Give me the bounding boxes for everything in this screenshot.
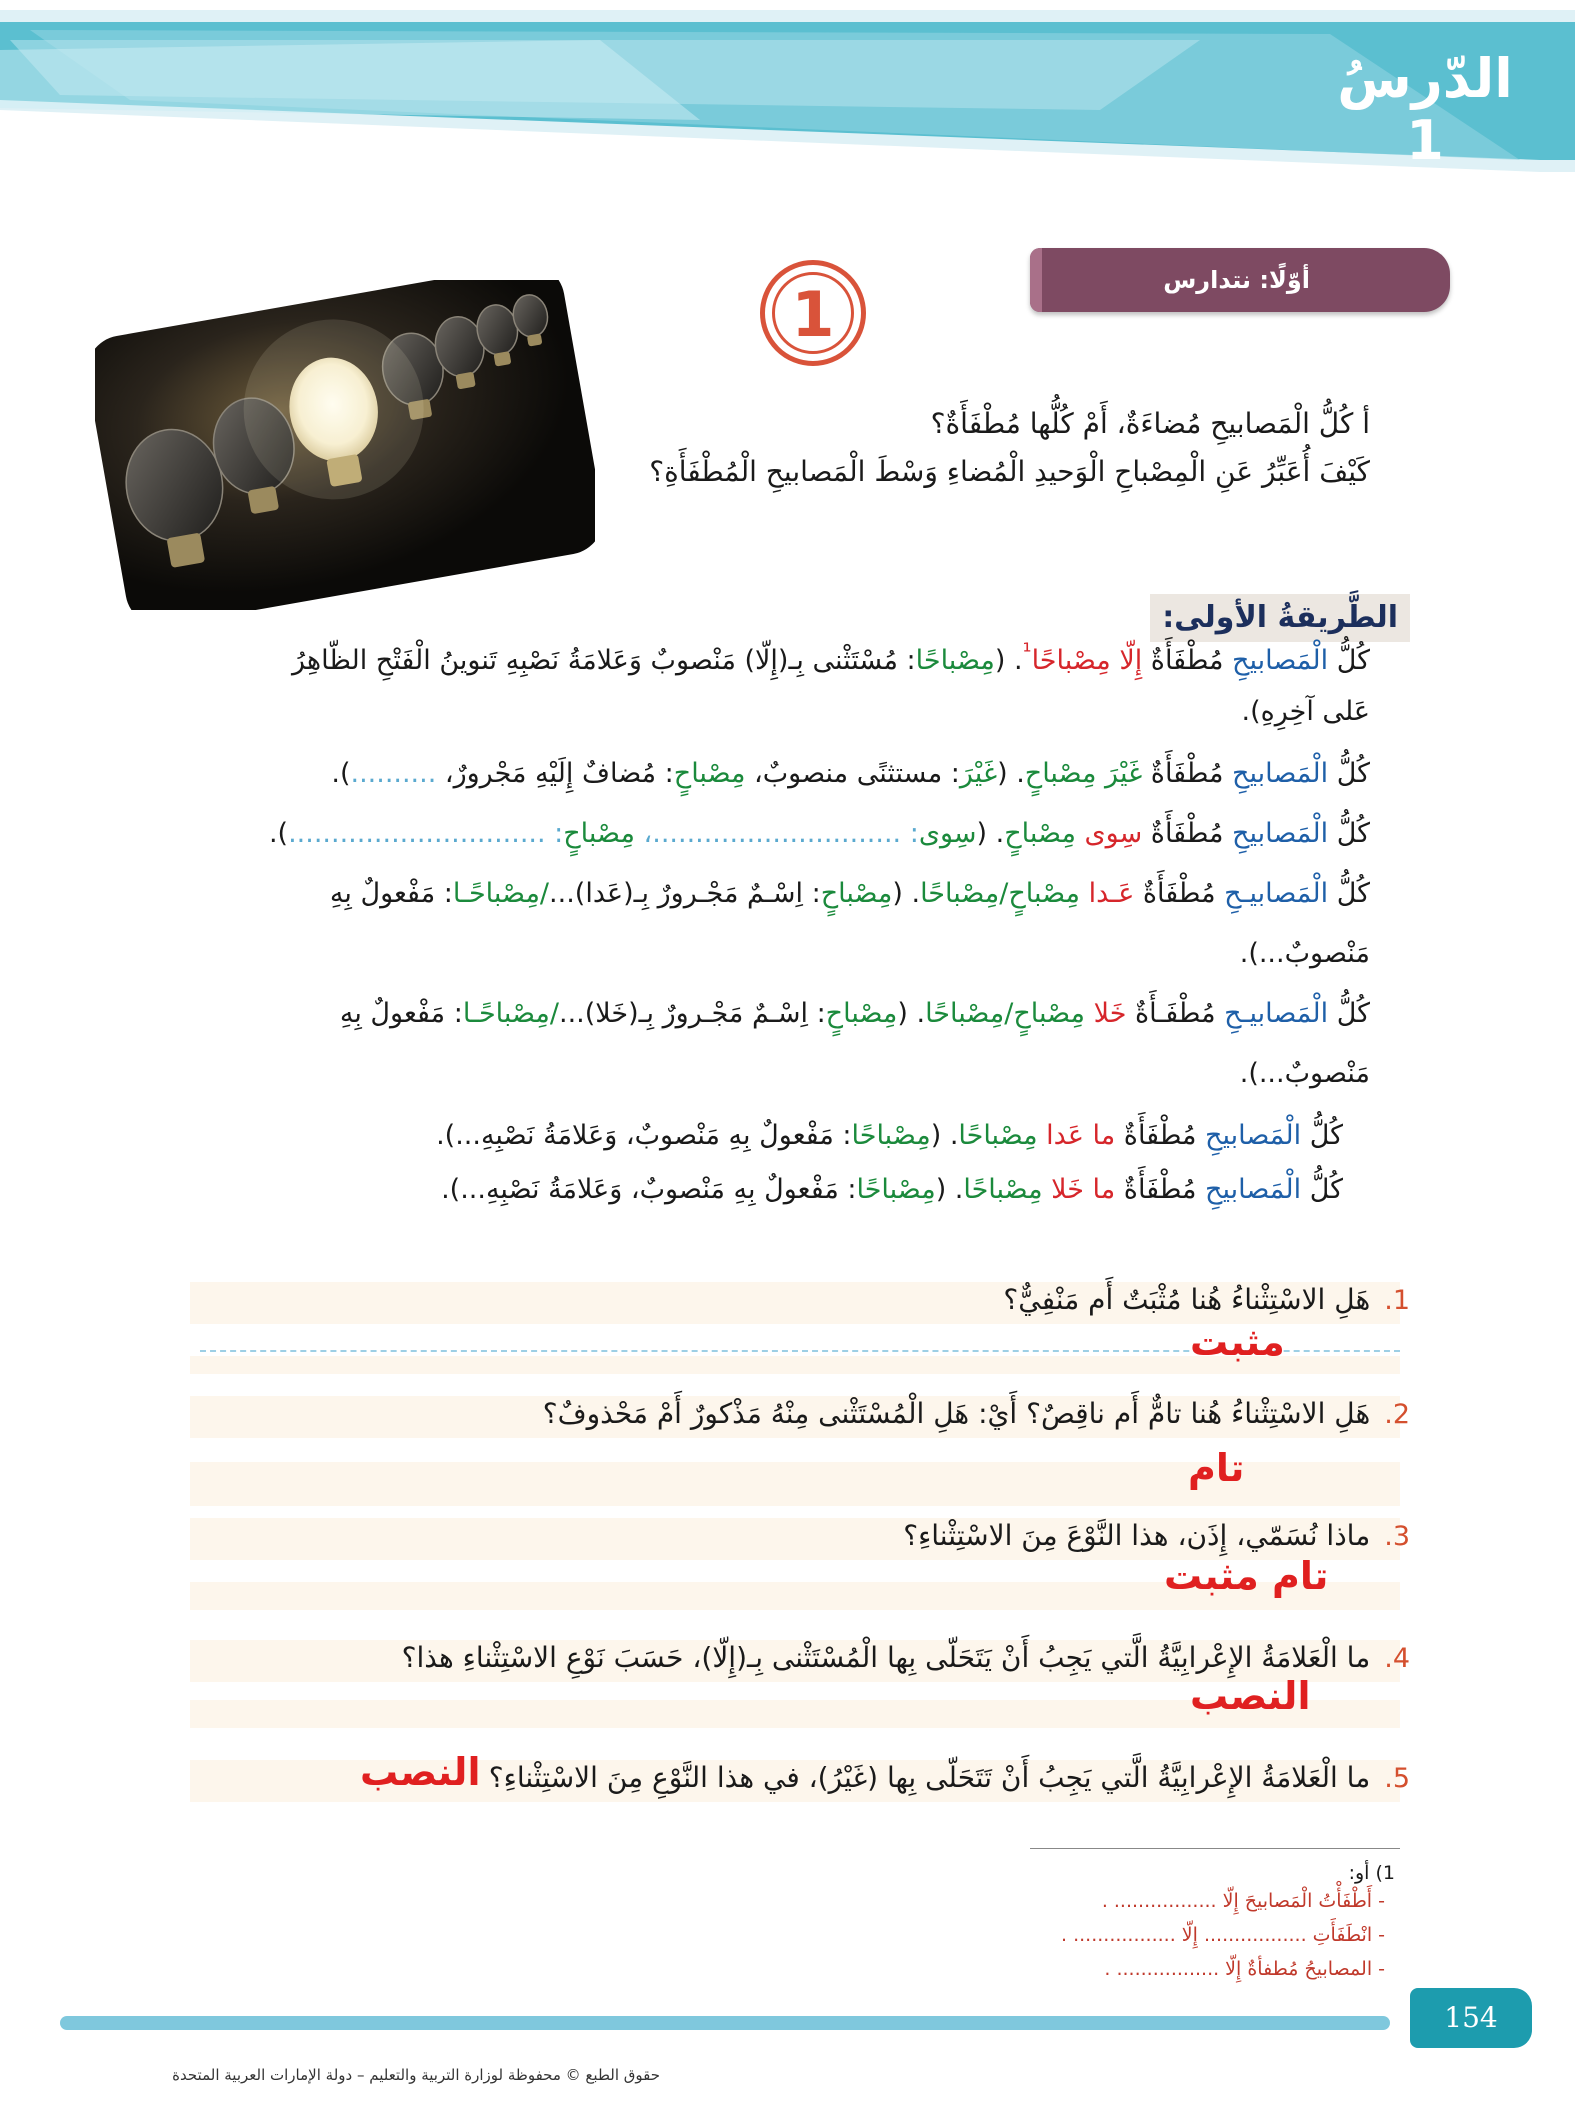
example-line-6: مَنْصوبٌ...). (1239, 938, 1370, 969)
example-line-7: كُلُّ الْمَصابيـحِ مُطْفَـأَةٌ خَلا مِصْباحٍ/مِصْباحًا. (مِصْباحٍ: اِسْـمٌ مَجْـرورٌ بِـ(خَلا).../مِصْباحًـا: مَفْعولٌ بِهِ (339, 998, 1370, 1029)
page-number: 154 (1410, 1988, 1532, 2048)
activity-number-badge (760, 260, 866, 366)
question-3-text: ماذا نُسَمّي، إِذَن، هذا النَّوْعَ مِنَ الاسْتِثْناءِ؟ (903, 1519, 1371, 1552)
question-2 (170, 1392, 1410, 1437)
example-line-1: كُلُّ الْمَصابيحِ مُطْفَأَةٌ إِلّا مِصْباحًا$^{^1}$. (مِصْباحًا: مُسْتَثْنى بِـ(إِلّا) مَنْصوبٌ وَعَلامَةُ نَصْبِهِ تَنوينُ الْفَتْحِ الظّاهِرُ (291, 639, 1370, 676)
method-heading: الطَّريقةُ الأولى: (1150, 594, 1410, 642)
question-5 (170, 1756, 1410, 1801)
question-3 (170, 1514, 1410, 1559)
footnote-rule (1030, 1848, 1400, 1849)
section-tab-stripe (1030, 248, 1042, 312)
section-tab-label: أوّلًا: نتدارس (1163, 266, 1310, 294)
answer-3: تام مثبت (1164, 1554, 1329, 1598)
answer-1: مثبت (1190, 1320, 1285, 1364)
footer-bar (60, 2016, 1390, 2030)
example-line-9: كُلُّ الْمَصابيحِ مُطْفَأَةٌ ما عَدا مِصْباحًا. (مِصْباحًا: مَفْعولٌ بِهِ مَنْصوبٌ، وَعَلامَةُ نَصْبِهِ...). (436, 1120, 1343, 1151)
question-3-number: 3. (1384, 1521, 1410, 1552)
lesson-number: 1 (1406, 109, 1444, 172)
footnote-head: 1) أو: (1348, 1862, 1395, 1884)
question-4-number: 4. (1384, 1643, 1410, 1674)
question-2-number: 2. (1384, 1399, 1410, 1430)
copyright-notice: حقوق الطبع © محفوظة لوزارة التربية والتعليم – دولة الإمارات العربية المتحدة (172, 2066, 660, 2084)
answer-4: النصب (1190, 1674, 1311, 1718)
example-line-3: كُلُّ الْمَصابيحِ مُطْفَأَةٌ غَيْرَ مِصْباحٍ. (غَيْرَ: مستثنًى منصوبٌ، مِصْباحٍ: مُضافٌ إِلَيْهِ مَجْرورٌ، ..........). (331, 758, 1370, 789)
footnote-item-2: - انْطَفَأَتِ ................. إِلّا ................. . (1061, 1924, 1385, 1946)
question-4-text: ما الْعَلامَةُ الإِعْرابِيَّةُ الَّتي يَجِبُ أَنْ يَتَحَلّى بِها الْمُسْتَثْنى بِـ(إِلّا)، حَسَبَ نَوْعِ الاسْتِثْناءِ هذا؟ (401, 1641, 1371, 1674)
example-line-8: مَنْصوبٌ...). (1239, 1058, 1370, 1089)
section-tab (1030, 248, 1450, 312)
question-1 (170, 1278, 1410, 1323)
question-1-text: هَلِ الاسْتِثْناءُ هُنا مُثْبَتٌ أَم مَنْفِيٌّ؟ (1003, 1283, 1371, 1316)
question-5-number: 5. (1384, 1763, 1410, 1794)
lesson-title (1315, 48, 1535, 172)
example-line-10: كُلُّ الْمَصابيحِ مُطْفَأَةٌ ما خَلا مِصْباحًا. (مِصْباحًا: مَفْعولٌ بِهِ مَنْصوبٌ، وَعَلامَةُ نَصْبِهِ...). (441, 1174, 1343, 1205)
intro-question-1: أ كُلُّ الْمَصابيحِ مُضاءَةٌ، أَمْ كُلُّها مُطْفَأَةٌ؟ (930, 407, 1370, 440)
footnote-item-1: - أَطْفَأْتُ الْمَصابيحَ إِلّا ................. . (1101, 1890, 1385, 1912)
answer-5: النصب (360, 1750, 481, 1794)
example-line-2: عَلى آخِرِهِ). (1241, 696, 1370, 727)
footnote-item-3: - المصابيحُ مُطفأةٌ إِلّا ................. . (1104, 1958, 1385, 1980)
example-line-5: كُلُّ الْمَصابيـحِ مُطْفَأَةٌ عَـدا مِصْباحٍ/مِصْباحًا. (مِصْباحٍ: اِسْـمٌ مَجْـرورٌ بِـ(عَدا).../مِصْباحًـا: مَفْعولٌ بِهِ (329, 878, 1370, 909)
intro-question-2: كَيْفَ أُعَبِّرُ عَنِ الْمِصْباحِ الْوَحيدِ الْمُضاءِ وَسْطَ الْمَصابيحِ الْمُطْفَأَةِ؟ (649, 455, 1370, 488)
activity-number: 1 (772, 272, 854, 354)
lesson-label: الدّرسُ (1337, 47, 1513, 110)
example-line-4: كُلُّ الْمَصابيحِ مُطْفَأَةٌ سِوى مِصْباحٍ. (سِوى: .............................، مِصْباحٍ: ..............................). (268, 818, 1370, 849)
question-1-number: 1. (1384, 1285, 1410, 1316)
question-2-text: هَلِ الاسْتِثْناءُ هُنا تامٌّ أَم ناقِصٌ؟ أَيْ: هَلِ الْمُسْتَثْنى مِنْهُ مَذْكورٌ أَمْ مَحْذوفٌ؟ (542, 1397, 1371, 1430)
question-5-text: ما الْعَلامَةُ الإِعْرابِيَّةُ الَّتي يَجِبُ أَنْ تَتَحَلّى بِها (غَيْرُ)، في هذا النَّوْعِ مِنَ الاسْتِثْناءِ؟ (488, 1761, 1371, 1794)
answer-2: تام (1188, 1446, 1245, 1490)
